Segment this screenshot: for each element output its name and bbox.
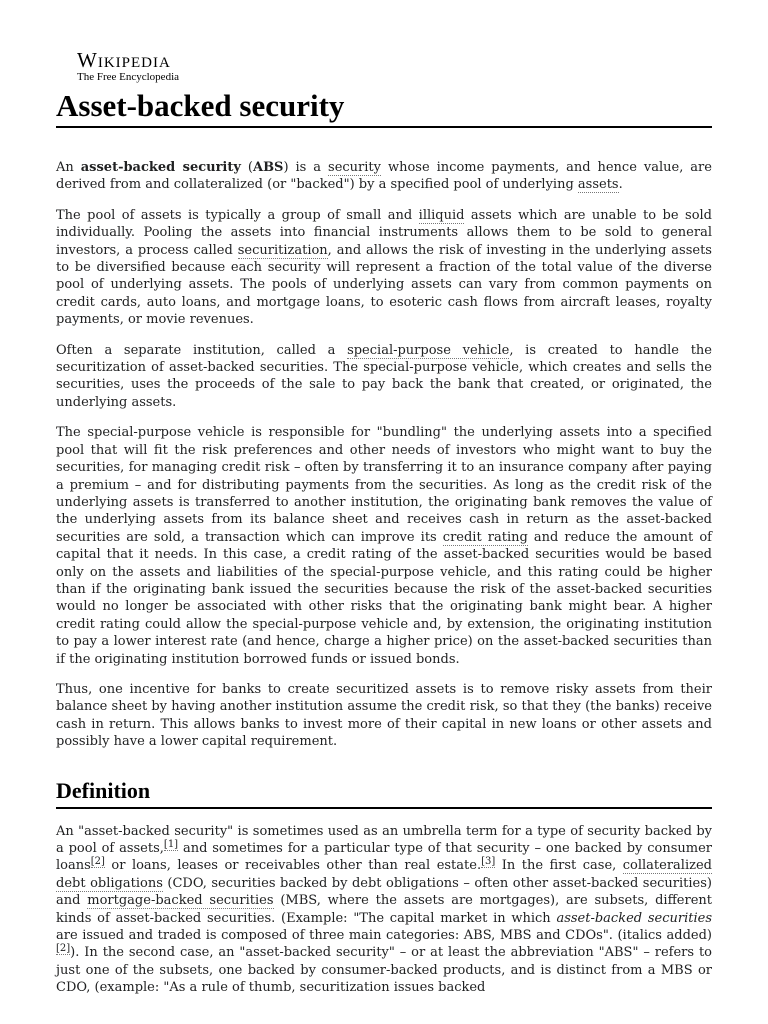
text: ). In the second case, an "asset-backed security" – or at least the abbreviation "ABS" – refers to just one of the subsets, one backed by consumer-backed products, and is distinct from a MBS or CDO, (example: "As a rule of thumb, securitization issues backed [56, 945, 712, 996]
citation-1[interactable] [164, 839, 178, 851]
intro-paragraph-1 [56, 159, 712, 194]
intro-paragraph-3 [56, 342, 712, 412]
text: The special-purpose vehicle is responsible for "bundling" the underlying assets into a specified pool that will fit the risk preferences and other needs of investors who might want to buy the securities, for managing credit risk – often by transferring it to an insurance company after paying a premium – and for distributing payments from the securities. As long as the credit risk of the underlying assets is transferred to another institution, the originating bank removes the value of the underlying assets from its balance sheet and receives cash in return as the asset-backed securities are sold, a transaction which can improve its [56, 425, 712, 545]
citation-label[interactable]: [1] [163, 838, 179, 850]
text: An "asset-backed security" is sometimes used as an umbrella term for a type of security backed by a pool of assets, [56, 823, 712, 856]
intro-paragraph-4 [56, 424, 712, 668]
text: ) is a [283, 160, 329, 175]
link-assets[interactable]: assets [577, 177, 619, 193]
wikipedia-logo[interactable] [56, 48, 712, 88]
text: assets which are unable to be sold individually. Pooling the assets into financial instruments allows them to be sold to general investors, a process called [56, 207, 712, 258]
text: , is created to handle the securitization of asset-backed securities. The special-purpose vehicle, which creates and sells the securities, uses the proceeds of the sale to pay back the bank that created, or originated, the underlying assets. [56, 342, 712, 410]
link-security[interactable]: security [328, 160, 381, 175]
text: In the first case, [495, 858, 623, 874]
text: The pool of assets is typically a group of small and [56, 207, 419, 223]
text: (CDO, securities backed by debt obligations – often other asset-backed securities) and [56, 875, 712, 909]
definition-paragraph-1 [56, 823, 712, 997]
text: are issued and traded is composed of three main categories: ABS, MBS and CDOs". (italics added) [56, 928, 712, 944]
page-title: Asset-backed security [56, 88, 712, 128]
intro-paragraph-2 [56, 207, 712, 329]
citation-label[interactable]: [2] [56, 943, 71, 955]
logo-wordmark: Wikipedia [77, 48, 171, 72]
citation-3[interactable] [481, 856, 495, 868]
logo-tagline: The Free Encyclopedia [77, 71, 180, 83]
text: (MBS, where the assets are mortgages), are subsets, different kinds of asset-backed securities. (Example: "The capital market in which [56, 893, 713, 926]
text: . [618, 177, 623, 193]
link-illiquid[interactable]: illiquid [418, 207, 465, 223]
bold-term: asset-backed security [80, 160, 241, 175]
text: or loans, leases or receivables other than real estate. [104, 858, 482, 874]
citation-2-repeat[interactable] [56, 943, 70, 955]
text: , and allows the risk of investing in the underlying assets to be diversified because each security will represent a fraction of the total value of the diverse pool of underlying assets. The pools of underlying assets can vary from common payments on credit cards, auto loans, and mortgage loans, to esoteric cash flows from aircraft leases, royalty payments, or movie revenues. [56, 242, 712, 328]
text: and sometimes for a particular type of that security – one backed by consumer loans [56, 841, 712, 874]
citation-label[interactable]: [3] [481, 856, 496, 868]
text: whose income payments, and hence value, are derived from and collateralized (or "backed") by a specified pool of underlying [56, 160, 712, 193]
article-page [56, 48, 712, 1010]
link-securitization[interactable]: securitization [237, 242, 328, 258]
text: An [56, 160, 81, 175]
link-special-purpose-vehicle[interactable]: special-purpose vehicle [347, 342, 510, 358]
link-mortgage-backed-securities[interactable]: mortgage-backed securities [87, 893, 274, 909]
link-collateralized-debt-obligations[interactable]: collateralized debt obligations [56, 858, 712, 891]
italic-term: asset-backed securities [556, 910, 713, 926]
text: and reduce the amount of capital that it needs. In this case, a credit rating of the asset-backed securities would be based only on the assets and liabilities of the special-purpose vehicle, and this rating could be higher than if the originating bank issued the securities because the risk of the asset-backed securities would no longer be associated with other risks that the originating bank might bear. A higher credit rating could allow the special-purpose vehicle and, by extension, the originating institution to pay a lower interest rate (and hence, charge a higher price) on the asset-backed securities than if the originating institution borrowed funds or issued bonds. [56, 529, 712, 667]
bold-abbrev: ABS [252, 160, 284, 175]
intro-paragraph-5: Thus, one incentive for banks to create securitized assets is to remove risky assets from their balance sheet by having another institution assume the credit risk, so that they (the banks) receive cash in return. This allows banks to invest more of their capital in new loans or other assets and possibly have a lower capital requirement. [56, 681, 712, 750]
citation-label[interactable]: [2] [90, 856, 105, 868]
citation-2[interactable] [91, 856, 105, 868]
link-credit-rating[interactable]: credit rating [442, 529, 528, 545]
section-heading-definition: Definition [56, 777, 712, 809]
text: ( [240, 160, 253, 175]
text: Often a separate institution, called a [56, 342, 348, 358]
